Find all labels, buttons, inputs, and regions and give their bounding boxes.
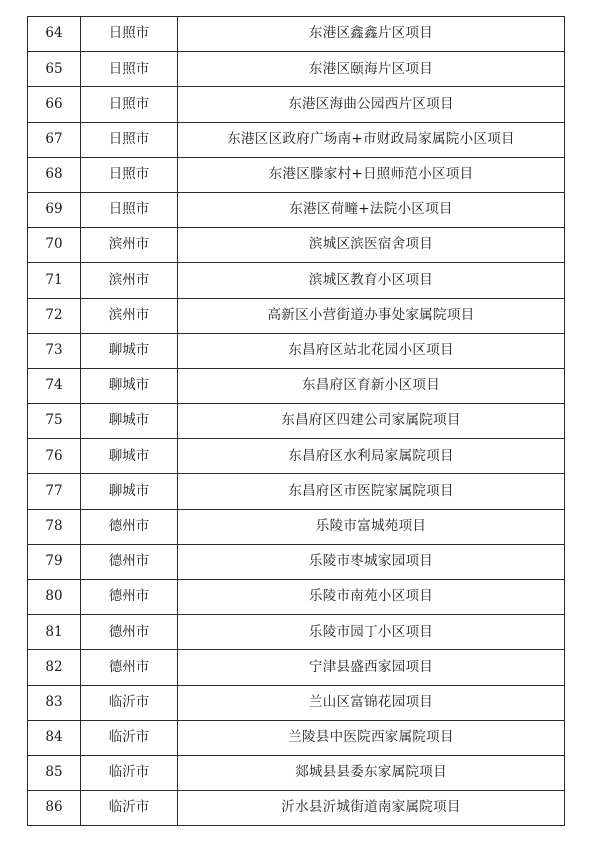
project-name-cell: 高新区小营街道办事处家属院项目 <box>178 298 565 333</box>
row-number-cell: 71 <box>28 263 81 298</box>
city-cell: 日照市 <box>81 122 178 157</box>
city-cell: 聊城市 <box>81 368 178 403</box>
table-row <box>28 474 565 509</box>
row-number-cell: 64 <box>28 17 81 52</box>
project-name-cell: 东港区鑫鑫片区项目 <box>178 17 565 52</box>
project-name-cell: 兰陵县中医院西家属院项目 <box>178 720 565 755</box>
row-number-cell: 85 <box>28 755 81 790</box>
table-row <box>28 404 565 439</box>
project-name-cell: 滨城区教育小区项目 <box>178 263 565 298</box>
row-number-cell: 66 <box>28 87 81 122</box>
table-row <box>28 157 565 192</box>
table-row <box>28 755 565 790</box>
city-cell: 滨州市 <box>81 298 178 333</box>
project-name-cell: 东昌府区水利局家属院项目 <box>178 439 565 474</box>
city-cell: 临沂市 <box>81 685 178 720</box>
table-row <box>28 509 565 544</box>
row-number-cell: 67 <box>28 122 81 157</box>
row-number-cell: 78 <box>28 509 81 544</box>
project-name-cell: 东昌府区市医院家属院项目 <box>178 474 565 509</box>
row-number-cell: 80 <box>28 580 81 615</box>
table-body <box>28 17 565 826</box>
table-row <box>28 263 565 298</box>
city-cell: 德州市 <box>81 615 178 650</box>
table-row <box>28 544 565 579</box>
row-number-cell: 73 <box>28 333 81 368</box>
city-cell: 日照市 <box>81 157 178 192</box>
project-name-cell: 沂水县沂城街道南家属院项目 <box>178 791 565 826</box>
project-name-cell: 宁津县盛西家园项目 <box>178 650 565 685</box>
city-cell: 临沂市 <box>81 755 178 790</box>
table-row <box>28 615 565 650</box>
table-row <box>28 720 565 755</box>
project-name-cell: 乐陵市园丁小区项目 <box>178 615 565 650</box>
city-cell: 日照市 <box>81 52 178 87</box>
row-number-cell: 70 <box>28 228 81 263</box>
city-cell: 聊城市 <box>81 439 178 474</box>
row-number-cell: 68 <box>28 157 81 192</box>
table-row <box>28 333 565 368</box>
document-page <box>27 16 564 826</box>
table-row <box>28 52 565 87</box>
city-cell: 日照市 <box>81 192 178 227</box>
city-cell: 聊城市 <box>81 474 178 509</box>
city-cell: 聊城市 <box>81 333 178 368</box>
row-number-cell: 75 <box>28 404 81 439</box>
city-cell: 德州市 <box>81 509 178 544</box>
city-cell: 聊城市 <box>81 404 178 439</box>
project-name-cell: 乐陵市富城苑项目 <box>178 509 565 544</box>
table-row <box>28 87 565 122</box>
table-row <box>28 122 565 157</box>
row-number-cell: 83 <box>28 685 81 720</box>
project-name-cell: 东港区颐海片区项目 <box>178 52 565 87</box>
city-cell: 临沂市 <box>81 791 178 826</box>
row-number-cell: 72 <box>28 298 81 333</box>
city-cell: 日照市 <box>81 87 178 122</box>
project-name-cell: 东港区荷疃+法院小区项目 <box>178 192 565 227</box>
row-number-cell: 76 <box>28 439 81 474</box>
project-name-cell: 乐陵市枣城家园项目 <box>178 544 565 579</box>
project-name-cell: 东港区区政府广场南+市财政局家属院小区项目 <box>178 122 565 157</box>
project-name-cell: 乐陵市南苑小区项目 <box>178 580 565 615</box>
row-number-cell: 86 <box>28 791 81 826</box>
table-row <box>28 17 565 52</box>
row-number-cell: 69 <box>28 192 81 227</box>
project-list-table <box>27 16 565 826</box>
row-number-cell: 79 <box>28 544 81 579</box>
row-number-cell: 84 <box>28 720 81 755</box>
row-number-cell: 81 <box>28 615 81 650</box>
project-name-cell: 东昌府区育新小区项目 <box>178 368 565 403</box>
project-name-cell: 东昌府区四建公司家属院项目 <box>178 404 565 439</box>
table-row <box>28 298 565 333</box>
city-cell: 德州市 <box>81 544 178 579</box>
row-number-cell: 74 <box>28 368 81 403</box>
row-number-cell: 77 <box>28 474 81 509</box>
city-cell: 德州市 <box>81 650 178 685</box>
project-name-cell: 东港区海曲公园西片区项目 <box>178 87 565 122</box>
city-cell: 临沂市 <box>81 720 178 755</box>
project-name-cell: 东港区滕家村+日照师范小区项目 <box>178 157 565 192</box>
table-row <box>28 228 565 263</box>
table-row <box>28 791 565 826</box>
city-cell: 德州市 <box>81 580 178 615</box>
row-number-cell: 65 <box>28 52 81 87</box>
table-row <box>28 368 565 403</box>
table-row <box>28 439 565 474</box>
city-cell: 滨州市 <box>81 228 178 263</box>
table-row <box>28 192 565 227</box>
table-row <box>28 580 565 615</box>
row-number-cell: 82 <box>28 650 81 685</box>
table-row <box>28 650 565 685</box>
city-cell: 滨州市 <box>81 263 178 298</box>
project-name-cell: 滨城区滨医宿舍项目 <box>178 228 565 263</box>
project-name-cell: 东昌府区站北花园小区项目 <box>178 333 565 368</box>
city-cell: 日照市 <box>81 17 178 52</box>
table-row <box>28 685 565 720</box>
project-name-cell: 郯城县县委东家属院项目 <box>178 755 565 790</box>
project-name-cell: 兰山区富锦花园项目 <box>178 685 565 720</box>
